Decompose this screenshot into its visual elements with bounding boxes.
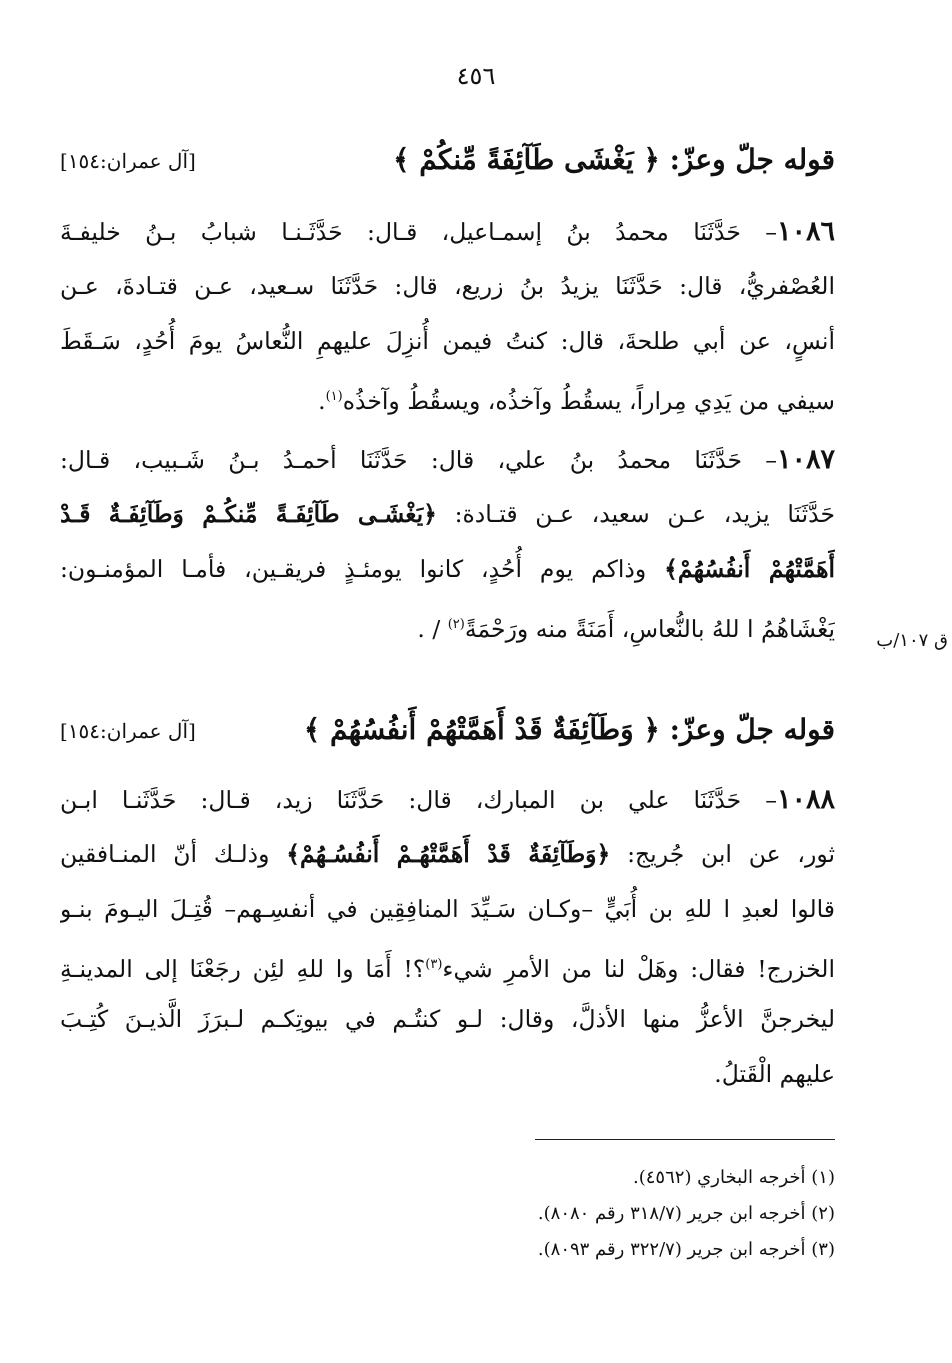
text-line: ثور، عن ابن جُريج: ﴿وَطَآئِفَةٌ قَدْ أَهَمَّتْهُـمْ أَنفُسُـهُمْ﴾ وذلـك أنّ المنـافقين bbox=[60, 840, 835, 868]
section-heading-2 bbox=[60, 713, 835, 769]
section-heading-1 bbox=[60, 143, 835, 199]
heading-title: قوله جلّ وعزّ: ﴿ وَطَآئِفَةٌ قَدْ أَهَمَّتْهُمْ أَنفُسُهُمْ ﴾ bbox=[303, 713, 835, 746]
text-line: قالوا لعبدِ ا للهِ بن أُبَيٍّ –وكـان سَـيِّدَ المنافِقِين في أنفسِـهم– قُتِـلَ اليـومَ بنـو bbox=[60, 895, 835, 923]
text-line: ١٠٨٨– حَدَّثَنَا علي بن المبارك، قال: حَدَّثَنَا زيد، قـال: حَدَّثَنـا ابـن bbox=[60, 784, 835, 815]
footnote: (١) أخرجه البخاري (٤٥٦٢). bbox=[633, 1167, 835, 1188]
text-line: حَدَّثَنَا يزيد، عـن سعيد، عـن قتـادة: ﴿يَغْشَـى طَآئِفَـةً مِّنكُـمْ وَطَآئِفَـةٌ قَـدْ bbox=[60, 500, 835, 528]
text-line: العُصْفريُّ، قال: حَدَّثَنَا يزيدُ بنُ زريع، قال: حَدَّثَنَا سـعيد، عـن قتـادةَ، عـن bbox=[60, 272, 835, 300]
text-line: سيفي من يَدِي مِراراً، يسقُطُ وآخذُه، ويسقُطُ وآخذُه$^{(١)}$. bbox=[318, 386, 835, 415]
quran-quote: أَهَمَّتْهُمْ أَنفُسُهُمْ﴾ bbox=[664, 555, 835, 583]
quran-quote: ﴿وَطَآئِفَةٌ قَدْ أَهَمَّتْهُـمْ أَنفُسُـهُمْ﴾ bbox=[286, 840, 611, 868]
footnote: (٢) أخرجه ابن جرير (٣١٨/٧ رقم ٨٠٨٠). bbox=[537, 1203, 835, 1224]
footnote-mark: (١) bbox=[325, 389, 343, 404]
text-line: أنسٍ، عن أبي طلحةَ، قال: كنتُ فيمن أُنزِلَ عليهمِ النُّعاسُ يومَ أُحُدٍ، سَـقَطَ bbox=[60, 327, 835, 355]
verse-reference: [آل عمران:١٥٤] bbox=[60, 149, 196, 173]
hadith-block-2 bbox=[60, 772, 835, 1102]
hadith-block-1 bbox=[60, 204, 835, 652]
text-line: ١٠٨٧– حَدَّثَنَا محمدُ بنُ علي، قال: حَدَّثَنَا أحمـدُ بـنُ شَـبيب، قـال: bbox=[60, 444, 835, 475]
footnote-mark: (٢) bbox=[447, 617, 465, 632]
text-line: ١٠٨٦– حَدَّثَنَا محمدُ بنُ إسمـاعيل، قـال: حَدَّثَـنـا شبابُ بـنُ خليفـةَ bbox=[60, 216, 835, 247]
footnote-mark: (٣) bbox=[425, 957, 443, 972]
hadith-number: ١٠٨٦ bbox=[776, 216, 835, 247]
text-line: ليخرجنَّ الأعزُّ منها الأذلَّ، وقال: لـو كنتُـم في بيوتِكـم لـبرَزَ الَّذيـنَ كُتِـبَ bbox=[60, 1005, 835, 1033]
footnote-divider bbox=[535, 1139, 835, 1140]
text-line: يَغْشَاهُمُ ا للهُ بالنُّعاسِ، أَمَنَةً منه ورَحْمَةً$^{(٢)}$ / . bbox=[417, 614, 835, 643]
text-line: عليهم الْقَتلُ. bbox=[714, 1060, 835, 1088]
hadith-number: ١٠٨٨ bbox=[776, 784, 835, 815]
page-number: ٤٥٦ bbox=[456, 62, 496, 90]
quran-quote: ﴿يَغْشَـى طَآئِفَـةً مِّنكُـمْ وَطَآئِفَـةٌ قَـدْ bbox=[60, 500, 437, 528]
text-line: أَهَمَّتْهُمْ أَنفُسُهُمْ﴾ وذاكم يوم أُحُدٍ، كانوا يومئـذٍ فريقـين، فأمـا المؤمنـون: bbox=[60, 555, 835, 583]
heading-title: قوله جلّ وعزّ: ﴿ يَغْشَى طَآئِفَةً مِّنكُمْ ﴾ bbox=[393, 143, 835, 176]
manuscript-margin-note: ق ١٠٧/ب bbox=[876, 630, 948, 651]
footnotes bbox=[60, 1160, 835, 1268]
text-line: الخزرج! فقال: وهَلْ لنا من الأمرِ شيء$^{(٣)}$؟! أَمَا وا للهِ لئِن رجَعْنَا إلى المدينـةِ bbox=[60, 954, 835, 983]
footnote: (٣) أخرجه ابن جرير (٣٢٢/٧ رقم ٨٠٩٣). bbox=[537, 1239, 835, 1260]
hadith-number: ١٠٨٧ bbox=[776, 444, 835, 475]
verse-reference: [آل عمران:١٥٤] bbox=[60, 719, 196, 743]
